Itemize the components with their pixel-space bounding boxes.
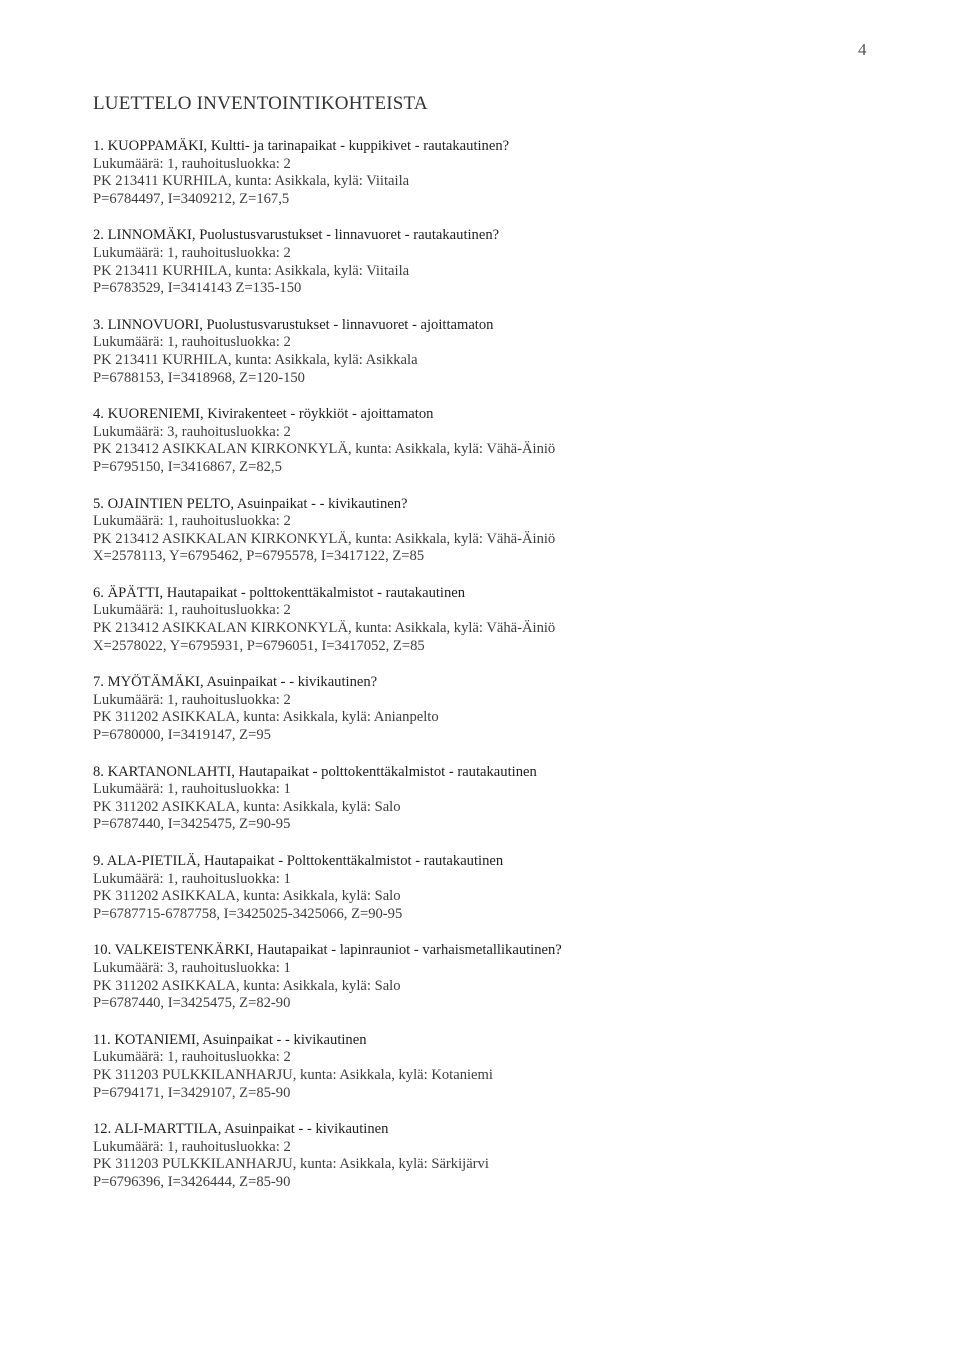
list-item bbox=[93, 317, 913, 387]
entry-count: Lukumäärä: 1, rauhoitusluokka: 2 bbox=[93, 1138, 291, 1155]
entry-count: Lukumäärä: 1, rauhoitusluokka: 2 bbox=[93, 334, 291, 351]
list-item bbox=[93, 585, 913, 655]
entry-title: 4. KUORENIEMI, Kivirakenteet - röykkiöt - ajoittamaton bbox=[93, 406, 434, 423]
entry-count: Lukumäärä: 1, rauhoitusluokka: 2 bbox=[93, 244, 291, 261]
list-item bbox=[93, 853, 913, 923]
entry-coordinates: P=6795150, I=3416867, Z=82,5 bbox=[93, 458, 282, 475]
entry-coordinates: P=6796396, I=3426444, Z=85-90 bbox=[93, 1173, 291, 1190]
entry-count: Lukumäärä: 1, rauhoitusluokka: 1 bbox=[93, 781, 291, 798]
entry-coordinates: P=6780000, I=3419147, Z=95 bbox=[93, 727, 271, 744]
entry-title: 8. KARTANONLAHTI, Hautapaikat - polttokenttäkalmistot - rautakautinen bbox=[93, 763, 537, 780]
entry-coordinates: P=6788153, I=3418968, Z=120-150 bbox=[93, 369, 305, 386]
entry-coordinates: P=6787440, I=3425475, Z=82-90 bbox=[93, 995, 291, 1012]
entry-title: 2. LINNOMÄKI, Puolustusvarustukset - linnavuoret - rautakautinen? bbox=[93, 227, 500, 244]
entry-title: 9. ALA-PIETILÄ, Hautapaikat - Polttokenttäkalmistot - rautakautinen bbox=[93, 853, 504, 869]
entry-count: Lukumäärä: 1, rauhoitusluokka: 2 bbox=[93, 513, 291, 530]
list-item bbox=[93, 227, 913, 297]
entry-location: PK 213412 ASIKKALAN KIRKONKYLÄ, kunta: Asikkala, kylä: Vähä-Äiniö bbox=[93, 441, 556, 458]
entry-coordinates: P=6783529, I=3414143 Z=135-150 bbox=[93, 280, 302, 297]
list-item bbox=[93, 764, 913, 834]
entry-count: Lukumäärä: 3, rauhoitusluokka: 1 bbox=[93, 959, 291, 976]
entry-location: PK 311203 PULKKILANHARJU, kunta: Asikkala, kylä: Kotaniemi bbox=[93, 1066, 493, 1083]
entry-title: 6. ÄPÄTTI, Hautapaikat - polttokenttäkalmistot - rautakautinen bbox=[93, 584, 466, 601]
list-item bbox=[93, 406, 913, 476]
entry-coordinates: X=2578022, Y=6795931, P=6796051, I=3417052, Z=85 bbox=[93, 637, 425, 654]
entry-location: PK 311202 ASIKKALA, kunta: Asikkala, kylä: Anianpelto bbox=[93, 709, 439, 726]
entry-location: PK 311202 ASIKKALA, kunta: Asikkala, kylä: Salo bbox=[93, 977, 401, 994]
entry-location: PK 213411 KURHILA, kunta: Asikkala, kylä: Viitaila bbox=[93, 173, 410, 190]
entry-count: Lukumäärä: 1, rauhoitusluokka: 1 bbox=[93, 870, 291, 887]
list-item bbox=[93, 1032, 913, 1102]
entry-coordinates: P=6784497, I=3409212, Z=167,5 bbox=[93, 190, 290, 207]
entry-location: PK 213412 ASIKKALAN KIRKONKYLÄ, kunta: Asikkala, kylä: Vähä-Äiniö bbox=[93, 620, 556, 637]
entry-location: PK 311203 PULKKILANHARJU, kunta: Asikkala, kylä: Särkijärvi bbox=[93, 1156, 489, 1173]
entry-location: PK 213411 KURHILA, kunta: Asikkala, kylä: Viitaila bbox=[93, 262, 410, 279]
entry-location: PK 213411 KURHILA, kunta: Asikkala, kylä: Asikkala bbox=[93, 351, 418, 368]
list-item bbox=[93, 496, 913, 566]
entry-count: Lukumäärä: 1, rauhoitusluokka: 2 bbox=[93, 1049, 291, 1066]
page-heading: LUETTELO INVENTOINTIKOHTEISTA bbox=[93, 93, 428, 114]
list-item bbox=[93, 138, 913, 208]
entry-count: Lukumäärä: 1, rauhoitusluokka: 2 bbox=[93, 691, 291, 708]
entry-title: 12. ALI-MARTTILA, Asuinpaikat - - kivikautinen bbox=[93, 1121, 389, 1138]
entry-title: 3. LINNOVUORI, Puolustusvarustukset - linnavuoret - ajoittamaton bbox=[93, 316, 494, 333]
list-item bbox=[93, 674, 913, 744]
entry-location: PK 311202 ASIKKALA, kunta: Asikkala, kylä: Salo bbox=[93, 888, 401, 905]
entry-title: 1. KUOPPAMÄKI, Kultti- ja tarinapaikat - kuppikivet - rautakautinen? bbox=[93, 138, 510, 154]
entry-title: 10. VALKEISTENKÄRKI, Hautapaikat - lapinrauniot - varhaismetallikautinen? bbox=[93, 942, 562, 959]
entry-location: PK 311202 ASIKKALA, kunta: Asikkala, kylä: Salo bbox=[93, 798, 401, 815]
entry-coordinates: P=6787715-6787758, I=3425025-3425066, Z=90-95 bbox=[93, 905, 403, 922]
entry-title: 7. MYÖTÄMÄKI, Asuinpaikat - - kivikautinen? bbox=[93, 674, 378, 691]
entry-coordinates: X=2578113, Y=6795462, P=6795578, I=3417122, Z=85 bbox=[93, 548, 425, 565]
inventory-list bbox=[93, 138, 913, 1192]
entry-title: 5. OJAINTIEN PELTO, Asuinpaikat - - kivikautinen? bbox=[93, 495, 408, 512]
list-item bbox=[93, 1121, 913, 1191]
page-number: 4 bbox=[858, 40, 867, 59]
entry-count: Lukumäärä: 1, rauhoitusluokka: 2 bbox=[93, 155, 291, 172]
entry-title: 11. KOTANIEMI, Asuinpaikat - - kivikautinen bbox=[93, 1031, 367, 1048]
entry-coordinates: P=6794171, I=3429107, Z=85-90 bbox=[93, 1084, 291, 1101]
entry-count: Lukumäärä: 3, rauhoitusluokka: 2 bbox=[93, 423, 291, 440]
entry-location: PK 213412 ASIKKALAN KIRKONKYLÄ, kunta: Asikkala, kylä: Vähä-Äiniö bbox=[93, 530, 556, 547]
list-item bbox=[93, 942, 913, 1012]
entry-coordinates: P=6787440, I=3425475, Z=90-95 bbox=[93, 816, 291, 833]
entry-count: Lukumäärä: 1, rauhoitusluokka: 2 bbox=[93, 602, 291, 619]
